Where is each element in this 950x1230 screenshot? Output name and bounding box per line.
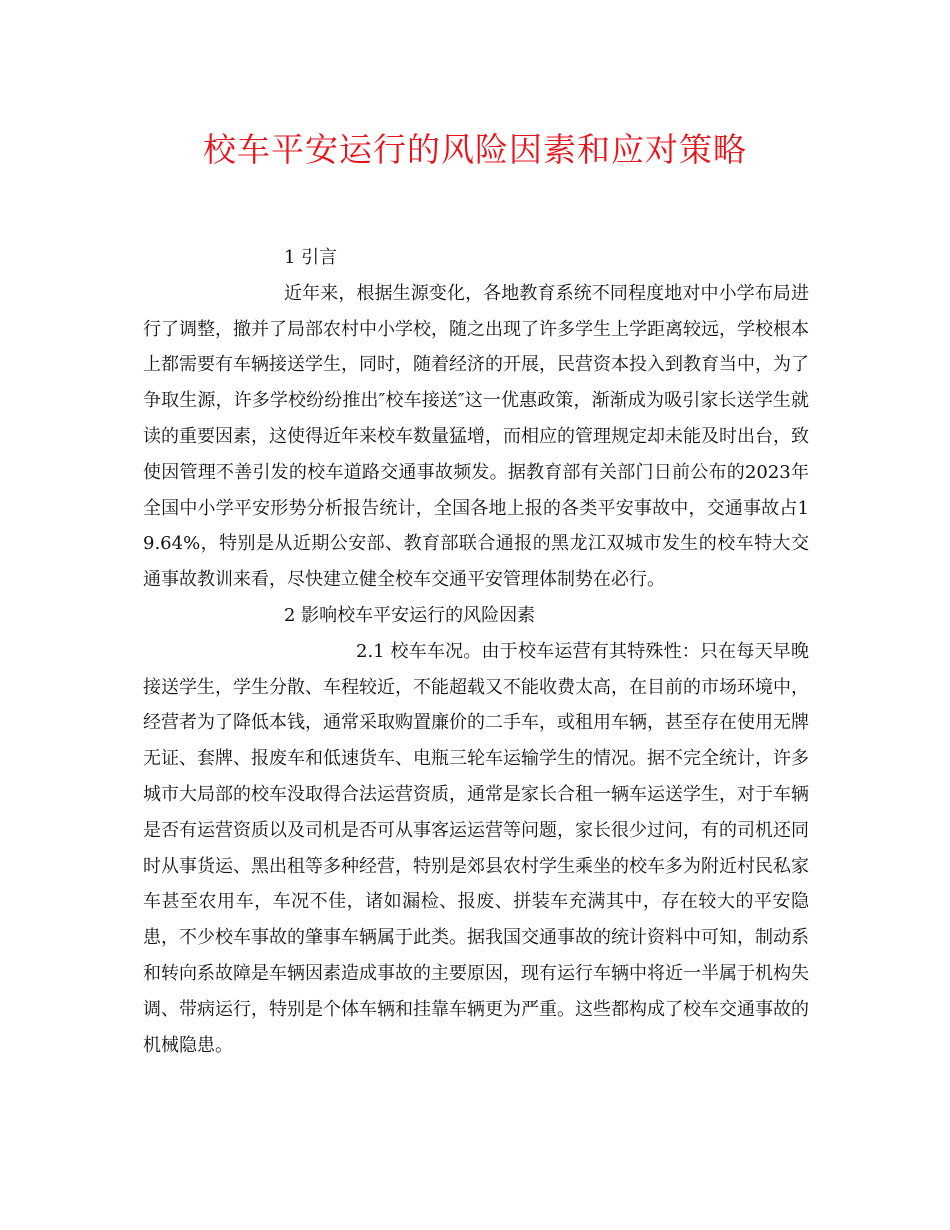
- document-title: 校车平安运行的风险因素和应对策略: [203, 130, 747, 169]
- paragraph-introduction: 近年来，根据生源变化，各地教育系统不同程度地对中小学布局进行了调整，撤并了局部农村中小学校，随之出现了许多学生上学距离较远，学校根本上都需要有车辆接送学生，同时，随着经济的开展，民营资本投入到教育当中，为了争取生源，许多学校纷纷推出″校车接送″这一优惠政策，渐渐成为吸引家长送学生就读的重要因素，这使得近年来校车数量猛增，而相应的管理规定却未能及时出台，致使因管理不善引发的校车道路交通事故频发。据教育部有关部门日前公布的2023年全国中小学平安形势分析报告统计，全国各地上报的各类平安事故中，交通事故占19.64%，特别是从近期公安部、教育部联合通报的黑龙江双城市发生的校车特大交通事故教训来看，尽快建立健全校车交通平安管理体制势在必行。: [143, 282, 809, 591]
- document-body: [143, 240, 809, 1063]
- paragraph-vehicle-condition: 2.1 校车车况。由于校车运营有其特殊性：只在每天早晚接送学生，学生分散、车程较近，不能超载又不能收费太高，在目前的市场环境中，经营者为了降低本钱，通常采取购置廉价的二手车，或租用车辆，甚至存在使用无牌无证、套牌、报废车和低速货车、电瓶三轮车运输学生的情况。据不完全统计，许多城市大局部的校车没取得合法运营资质，通常是家长合租一辆车运送学生，对于车辆是否有运营资质以及司机是否可从事客运运营等问题，家长很少过问，有的司机还同时从事货运、黑出租等多种经营，特别是郊县农村学生乘坐的校车多为附近村民私家车甚至农用车，车况不佳，诸如漏检、报废、拼装车充满其中，存在较大的平安隐患，不少校车事故的肇事车辆属于此类。据我国交通事故的统计资料中可知，制动系和转向系故障是车辆因素造成事故的主要原因，现有运行车辆中将近一半属于机构失调、带病运行，特别是个体车辆和挂靠车辆更为严重。这些都构成了校车交通事故的机械隐患。: [143, 640, 809, 1056]
- section-heading-introduction: 1 引言: [284, 247, 338, 268]
- section-heading-risk-factors: 2 影响校车平安运行的风险因素: [284, 604, 536, 626]
